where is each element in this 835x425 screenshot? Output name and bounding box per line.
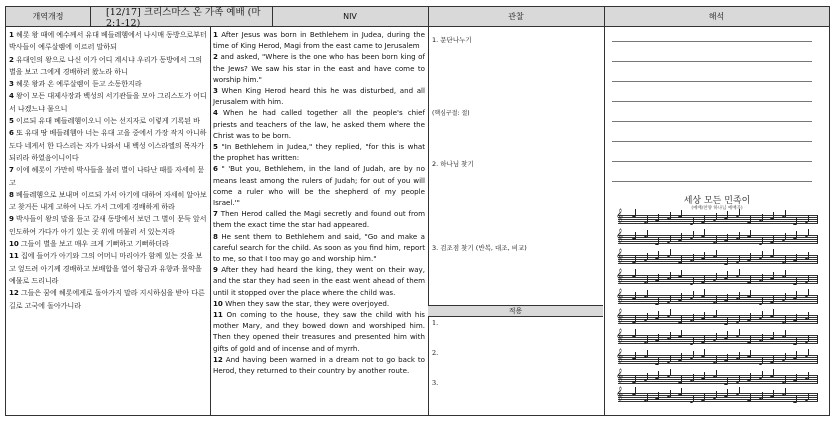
note-stem: [658, 237, 659, 244]
note-stem: [808, 289, 809, 296]
korean-verse: 12 그들은 꿈에 헤롯에게로 돌아가지 말라 지시하심을 받아 다른 길로 고국에 돌아가니라: [9, 288, 205, 310]
treble-clef-icon: 𝄞: [616, 308, 624, 322]
note-stem: [750, 230, 751, 237]
niv-verse: 8 He sent them to Bethlehem and said, "Go and make a careful search for the child. As soon as you find him, report to me, so that I too may go and worship him.": [213, 231, 425, 264]
note-stem: [727, 234, 728, 241]
note-stem: [739, 387, 740, 394]
korean-verse: 1 헤롯 왕 때에 예수께서 유대 베들레헴에서 나시매 동방으로부터 박사들이 예루살렘에 이르러 말하되: [9, 30, 207, 52]
note-stem: [658, 357, 659, 364]
note-stem: [647, 373, 648, 380]
note-stem: [785, 376, 786, 383]
page-title: [12/17] 크리스마스 온 가족 예배 (마2:1-12): [106, 7, 261, 29]
observation-item-paragraph: 1. 문단나누기: [432, 36, 472, 44]
note-stem: [635, 269, 636, 276]
note-stem: [762, 357, 763, 364]
note-stem: [704, 229, 705, 236]
note-stem: [670, 309, 671, 316]
note-stem: [681, 376, 682, 383]
application-header: [428, 305, 603, 317]
korean-verse: 6 또 유대 땅 베들레헴아 너는 유대 고을 중에서 가장 작지 아니하도다 네게서 한 다스리는 자가 나와서 내 백성 이스라엘의 목자가 되리라 하였음이니이다: [9, 128, 207, 162]
note-stem: [796, 395, 797, 402]
observation-column: [428, 27, 604, 415]
bar-line: [817, 215, 818, 223]
writing-line: [612, 161, 812, 162]
note-stem: [796, 277, 797, 284]
niv-verse: 7 Then Herod called the Magi secretly and found out from them the exact time the star had appeared.: [213, 209, 425, 230]
score-title: 세상 모든 민족이: [683, 196, 751, 206]
note-stem: [773, 332, 774, 339]
application-item: 3.: [432, 379, 439, 387]
note-stem: [704, 349, 705, 356]
note-stem: [658, 274, 659, 281]
note-stem: [762, 251, 763, 258]
note-stem: [762, 334, 763, 341]
note-stem: [658, 251, 659, 258]
note-stem: [750, 216, 751, 223]
note-stem: [670, 249, 671, 256]
note-stem: [670, 272, 671, 279]
treble-clef-icon: 𝄞: [616, 228, 624, 242]
note-stem: [785, 353, 786, 360]
version-label: 개역개정: [32, 12, 64, 21]
observation-item-find-god: 2. 하나님 찾기: [432, 160, 474, 168]
note-stem: [739, 209, 740, 216]
score-subtitle: (예배/찬양 하나님 예배곡): [691, 206, 743, 211]
note-stem: [785, 270, 786, 277]
note-stem: [658, 214, 659, 221]
korean-text-column: [6, 27, 210, 314]
observation-key-verse: (핵심구절: 절): [432, 110, 470, 117]
note-stem: [716, 236, 717, 243]
music-staff: [616, 268, 818, 285]
note-stem: [796, 217, 797, 224]
note-stem: [647, 313, 648, 320]
note-stem: [704, 393, 705, 400]
bar-line: [817, 255, 818, 263]
note-stem: [739, 269, 740, 276]
note-stem: [635, 387, 636, 394]
note-stem: [773, 309, 774, 316]
note-stem: [681, 388, 682, 395]
interpretation-column: [604, 27, 829, 415]
note-stem: [773, 212, 774, 219]
note-stem: [808, 335, 809, 342]
note-stem: [750, 313, 751, 320]
note-stem: [727, 377, 728, 384]
note-stem: [808, 312, 809, 319]
note-stem: [681, 256, 682, 263]
bar-line: [817, 315, 818, 323]
note-stem: [670, 355, 671, 362]
note-stem: [693, 314, 694, 321]
note-stem: [808, 349, 809, 356]
note-stem: [647, 253, 648, 260]
note-stem: [716, 213, 717, 220]
note-stem: [635, 352, 636, 359]
note-stem: [716, 273, 717, 280]
korean-verse: 5 이르되 유대 베들레헴이오니 이는 선지자로 이렇게 기록된 바: [9, 116, 200, 126]
niv-verse: 11 On coming to the house, they saw the child with his mother Mary, and they bowed down and worshiped him. Then they opened their treasures and presented him with gifts of gold and of incense and of myrrh.: [213, 310, 425, 353]
note-stem: [785, 256, 786, 263]
note-stem: [773, 355, 774, 362]
bar-line: [817, 335, 818, 343]
note-stem: [681, 210, 682, 217]
niv-verse: 2 and asked, "Where is the one who has been born king of the Jews? We saw his star in the east and have come to worship him.": [213, 52, 425, 84]
korean-verse: 9 박사들이 왕의 말을 듣고 갈새 동방에서 보던 그 별이 문득 앞서 인도하여 가다가 아기 있는 곳 위에 머물러 서 있는지라: [9, 214, 207, 236]
note-stem: [658, 297, 659, 304]
treble-clef-icon: 𝄞: [616, 348, 624, 362]
worksheet: [5, 6, 830, 416]
header-title-cell: [90, 7, 272, 27]
music-staff: [616, 248, 818, 265]
writing-line: [612, 141, 812, 142]
note-stem: [716, 370, 717, 377]
note-stem: [670, 212, 671, 219]
treble-clef-icon: 𝄞: [616, 248, 624, 262]
bar-line: [817, 355, 818, 363]
note-stem: [704, 215, 705, 222]
note-stem: [739, 255, 740, 262]
observation-item-checkpoints: 3. 검조점 찾기 (반복, 대조, 비교): [432, 244, 527, 252]
note-stem: [773, 390, 774, 397]
writing-line: [612, 121, 812, 122]
note-stem: [635, 375, 636, 382]
note-stem: [750, 290, 751, 297]
treble-clef-icon: 𝄞: [616, 208, 624, 222]
note-stem: [681, 293, 682, 300]
interpretation-label: 해석: [708, 12, 725, 21]
note-stem: [658, 371, 659, 378]
note-stem: [670, 390, 671, 397]
note-stem: [704, 289, 705, 296]
bar-line: [817, 393, 818, 401]
note-stem: [704, 372, 705, 379]
application-item: 2.: [432, 349, 439, 357]
note-stem: [693, 291, 694, 298]
note-stem: [647, 336, 648, 343]
note-stem: [716, 296, 717, 303]
note-stem: [727, 331, 728, 338]
note-stem: [635, 315, 636, 322]
treble-clef-icon: 𝄞: [616, 268, 624, 282]
divider: [272, 7, 273, 27]
observation-label: 관찰: [508, 12, 524, 21]
korean-verse: 8 베들레헴으로 보내며 이르되 가서 아기에 대하여 자세히 알아보고 찾거든 내게 고하여 나도 가서 그에게 경배하게 하라: [9, 189, 207, 212]
note-stem: [727, 317, 728, 324]
note-stem: [647, 394, 648, 401]
note-stem: [750, 394, 751, 401]
music-staff: [616, 308, 818, 325]
note-stem: [681, 330, 682, 337]
note-stem: [796, 254, 797, 261]
note-stem: [796, 231, 797, 238]
application-label: 적용: [508, 307, 523, 315]
korean-verse: 7 이에 헤롯이 가만히 박사들을 불러 별이 나타난 때를 자세히 묻고: [9, 165, 205, 187]
note-stem: [739, 315, 740, 322]
note-stem: [762, 392, 763, 399]
note-stem: [693, 351, 694, 358]
korean-verse: 2 유대인의 왕으로 나신 이가 어디 계시냐 우리가 동방에서 그의 별을 보고 그에게 경배하러 왔노라 하니: [9, 54, 203, 76]
note-stem: [762, 237, 763, 244]
note-stem: [693, 254, 694, 261]
niv-verse: 12 And having been warned in a dream not to go back to Herod, they returned to their country by another route.: [213, 354, 425, 376]
note-stem: [785, 293, 786, 300]
niv-verse: 4 When he had called together all the people's chief priests and teachers of the law, he asked them where the Christ was to be born.: [213, 108, 425, 140]
music-staff: [616, 328, 818, 345]
treble-clef-icon: 𝄞: [616, 368, 624, 382]
note-stem: [716, 391, 717, 398]
note-stem: [762, 311, 763, 318]
note-stem: [670, 369, 671, 376]
note-stem: [808, 393, 809, 400]
music-staff: [616, 288, 818, 305]
bar-line: [817, 295, 818, 303]
note-stem: [647, 276, 648, 283]
note-stem: [785, 388, 786, 395]
application-item: 1.: [432, 319, 439, 327]
note-stem: [693, 231, 694, 238]
note-stem: [750, 373, 751, 380]
note-stem: [647, 230, 648, 237]
note-stem: [647, 350, 648, 357]
writing-line: [612, 81, 812, 82]
note-stem: [681, 353, 682, 360]
treble-clef-icon: 𝄞: [616, 288, 624, 302]
note-stem: [727, 294, 728, 301]
note-stem: [635, 232, 636, 239]
header-observation-cell: [428, 7, 604, 27]
note-stem: [658, 392, 659, 399]
note-stem: [658, 311, 659, 318]
writing-line: [612, 181, 812, 182]
note-stem: [716, 333, 717, 340]
note-stem: [785, 210, 786, 217]
note-stem: [808, 215, 809, 222]
korean-verse: 11 집에 들어가 아기와 그의 어머니 마리아가 함께 있는 것을 보고 엎드려 아기께 경배하고 보배합을 열어 황금과 유향과 몰약을 예물로 드리니라: [9, 251, 203, 285]
note-stem: [635, 255, 636, 262]
korean-verse: 10 그들이 별을 보고 매우 크게 기뻐하고 기뻐하더라: [9, 239, 169, 249]
note-stem: [635, 209, 636, 216]
note-stem: [693, 395, 694, 402]
note-stem: [681, 233, 682, 240]
header-version-cell: [6, 7, 90, 27]
note-stem: [739, 232, 740, 239]
note-stem: [681, 316, 682, 323]
niv-verse: 9 After they had heard the king, they went on their way, and the star they had seen in the east went ahead of them until it stopped over the place where the child was.: [213, 265, 425, 297]
note-stem: [727, 271, 728, 278]
niv-verse: 5 "In Bethlehem in Judea," they replied, "for this is what the prophet has written:: [213, 142, 425, 163]
niv-verse: 1 After Jesus was born in Bethlehem in Judea, during the time of King Herod, Magi from the east came to Jerusalem: [213, 30, 425, 51]
note-stem: [704, 312, 705, 319]
note-stem: [785, 316, 786, 323]
note-stem: [796, 314, 797, 321]
note-stem: [739, 352, 740, 359]
note-stem: [808, 252, 809, 259]
note-stem: [670, 295, 671, 302]
note-stem: [635, 329, 636, 336]
note-stem: [785, 330, 786, 337]
niv-verse: 6 " 'But you, Bethlehem, in the land of Judah, are by no means least among the rulers of Judah; for out of you will come a ruler who will be the shepherd of my people Israel.'": [213, 164, 425, 208]
note-stem: [635, 292, 636, 299]
note-stem: [739, 329, 740, 336]
niv-verse: 3 When King Herod heard this he was disturbed, and all Jerusalem with him.: [213, 86, 425, 107]
note-stem: [796, 337, 797, 344]
writing-line: [612, 101, 812, 102]
note-stem: [670, 332, 671, 339]
note-stem: [693, 277, 694, 284]
note-stem: [693, 217, 694, 224]
note-stem: [727, 389, 728, 396]
note-stem: [727, 257, 728, 264]
niv-label: NIV: [343, 12, 357, 21]
note-stem: [808, 275, 809, 282]
bar-line: [817, 235, 818, 243]
niv-verse: 10 When they saw the star, they were overjoyed.: [213, 298, 390, 308]
divider: [90, 7, 91, 27]
note-stem: [808, 372, 809, 379]
bar-line: [817, 275, 818, 283]
note-stem: [670, 235, 671, 242]
niv-text-column: [210, 27, 428, 378]
music-staff: [616, 228, 818, 245]
note-stem: [785, 233, 786, 240]
note-stem: [750, 253, 751, 260]
note-stem: [796, 351, 797, 358]
treble-clef-icon: 𝄞: [616, 386, 624, 400]
note-stem: [808, 229, 809, 236]
note-stem: [750, 336, 751, 343]
note-stem: [716, 250, 717, 257]
treble-clef-icon: 𝄞: [616, 328, 624, 342]
note-stem: [693, 337, 694, 344]
music-staff: [616, 386, 818, 403]
korean-verse: 3 헤롯 왕과 온 예루살렘이 듣고 소동한지라: [9, 79, 142, 89]
note-stem: [762, 214, 763, 221]
note-stem: [762, 297, 763, 304]
header-niv-cell: [272, 7, 428, 27]
note-stem: [773, 369, 774, 376]
writing-line: [612, 41, 812, 42]
korean-verse: 4 왕이 모든 대제사장과 백성의 서기관들을 모아 그리스도가 어디서 나겠느냐 물으니: [9, 91, 207, 113]
note-stem: [750, 276, 751, 283]
note-stem: [796, 291, 797, 298]
note-stem: [750, 350, 751, 357]
note-stem: [704, 275, 705, 282]
note-stem: [704, 335, 705, 342]
note-stem: [762, 371, 763, 378]
music-staff: [616, 348, 818, 365]
note-stem: [739, 375, 740, 382]
note-stem: [681, 270, 682, 277]
note-stem: [773, 235, 774, 242]
note-stem: [727, 354, 728, 361]
note-stem: [773, 295, 774, 302]
note-stem: [762, 274, 763, 281]
note-stem: [796, 374, 797, 381]
sheet-music: [608, 191, 826, 413]
note-stem: [704, 252, 705, 259]
note-stem: [716, 356, 717, 363]
header-interpretation-cell: [604, 7, 829, 27]
note-stem: [658, 334, 659, 341]
writing-line: [612, 61, 812, 62]
note-stem: [716, 310, 717, 317]
note-stem: [727, 211, 728, 218]
music-staff: [616, 368, 818, 385]
note-stem: [647, 216, 648, 223]
note-stem: [773, 249, 774, 256]
note-stem: [739, 292, 740, 299]
note-stem: [773, 272, 774, 279]
note-stem: [693, 374, 694, 381]
note-stem: [647, 290, 648, 297]
bar-line: [817, 375, 818, 383]
